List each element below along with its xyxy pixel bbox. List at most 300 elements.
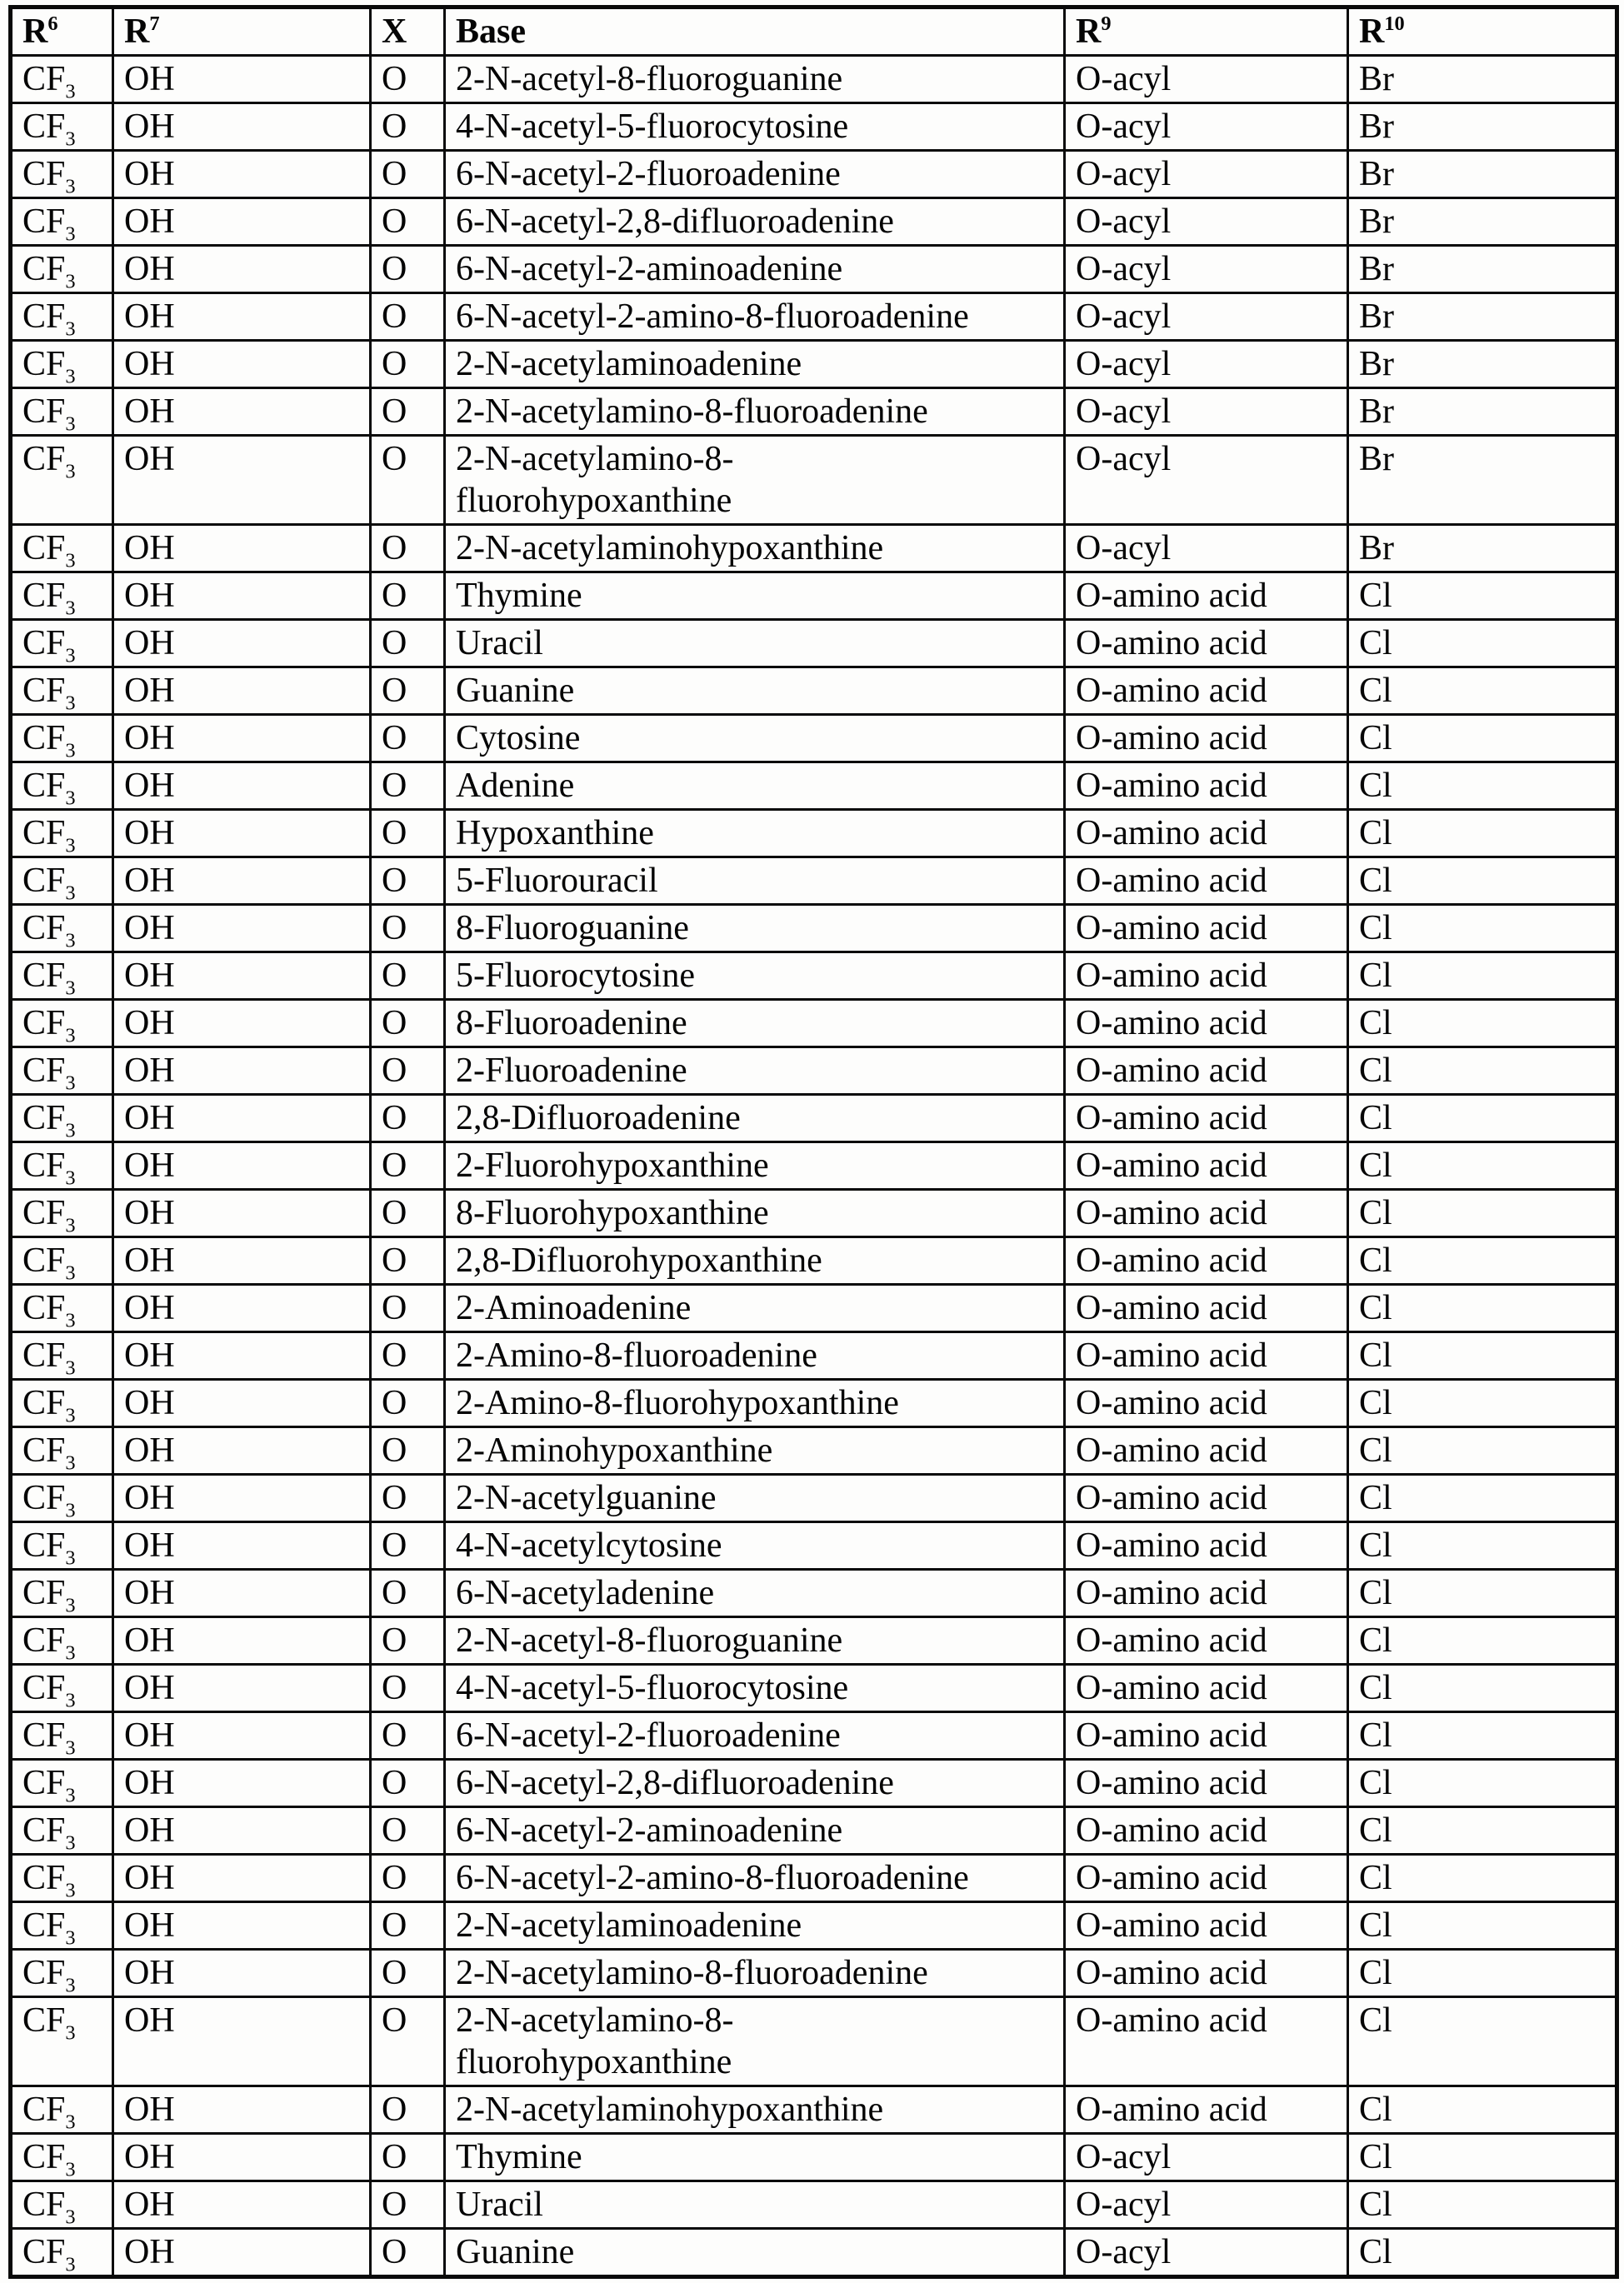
cell-base: 6-N-acetyl-2-amino-8-fluoroadenine [445, 1855, 1065, 1902]
cell-r9: O-acyl [1065, 198, 1348, 246]
cell-r9: O-amino acid [1065, 1000, 1348, 1047]
cell-r7: OH [113, 1237, 371, 1285]
cell-r10: Cl [1348, 1665, 1617, 1712]
cell-x: O [371, 1332, 445, 1380]
table-row [11, 857, 1617, 905]
cell-x: O [371, 1237, 445, 1285]
cell-r7: OH [113, 1047, 371, 1095]
cell-x: O [371, 1522, 445, 1570]
cell-r10: Cl [1348, 1285, 1617, 1332]
cell-base: Thymine [445, 572, 1065, 620]
table-row [11, 1427, 1617, 1475]
cell-r9: O-amino acid [1065, 715, 1348, 762]
cell-r9: O-amino acid [1065, 1047, 1348, 1095]
substituent-table [8, 5, 1619, 2279]
cell-x: O [371, 1950, 445, 1997]
table-row [11, 952, 1617, 1000]
cell-x: O [371, 151, 445, 198]
cell-base: 8-Fluoroguanine [445, 905, 1065, 952]
cell-base: 2-N-acetyl-8-fluoroguanine [445, 56, 1065, 103]
table-row [11, 2086, 1617, 2134]
cell-base: Uracil [445, 2181, 1065, 2229]
table-row [11, 2134, 1617, 2181]
cell-r7: OH [113, 1000, 371, 1047]
table-row [11, 715, 1617, 762]
cell-base: Guanine [445, 667, 1065, 715]
table-row [11, 103, 1617, 151]
cell-r7: OH [113, 762, 371, 810]
cell-r7: OH [113, 952, 371, 1000]
cell-r10: Br [1348, 293, 1617, 341]
table-row [11, 2181, 1617, 2229]
cell-r10: Cl [1348, 905, 1617, 952]
cell-r9: O-amino acid [1065, 1902, 1348, 1950]
cell-r10: Br [1348, 103, 1617, 151]
table-row [11, 620, 1617, 667]
cell-base: Thymine [445, 2134, 1065, 2181]
cell-r10: Cl [1348, 2181, 1617, 2229]
cell-r7: OH [113, 1427, 371, 1475]
cell-r6: $CF_3$ [11, 1712, 113, 1760]
column-header-r9 [1065, 7, 1348, 56]
cell-r10: Cl [1348, 762, 1617, 810]
cell-r7: OH [113, 572, 371, 620]
table-row [11, 198, 1617, 246]
table-header [11, 7, 1617, 56]
column-header-r6 [11, 7, 113, 56]
cell-x: O [371, 436, 445, 525]
cell-r9: O-amino acid [1065, 572, 1348, 620]
cell-r9: O-acyl [1065, 388, 1348, 436]
cell-r9: O-acyl [1065, 56, 1348, 103]
cell-r10: Br [1348, 246, 1617, 293]
cell-x: O [371, 572, 445, 620]
cell-r7: OH [113, 1142, 371, 1190]
cell-r7: OH [113, 2086, 371, 2134]
cell-r10: Br [1348, 525, 1617, 572]
cell-r10: Cl [1348, 1000, 1617, 1047]
cell-x: O [371, 1047, 445, 1095]
cell-r6: $CF_3$ [11, 388, 113, 436]
header-text: Base [456, 12, 526, 51]
cell-r9: O-amino acid [1065, 1522, 1348, 1570]
table-row [11, 1760, 1617, 1807]
cell-x: O [371, 1142, 445, 1190]
cell-base: 2-N-acetylaminohypoxanthine [445, 2086, 1065, 2134]
table-row [11, 1190, 1617, 1237]
cell-r10: Cl [1348, 1237, 1617, 1285]
column-header-r10 [1348, 7, 1617, 56]
cell-base: Guanine [445, 2229, 1065, 2277]
cell-base: 2-N-acetylamino-8- fluorohypoxanthine [445, 1997, 1065, 2086]
cell-x: O [371, 857, 445, 905]
header-row [11, 7, 1617, 56]
table-row [11, 1665, 1617, 1712]
cell-base: 6-N-acetyl-2-amino-8-fluoroadenine [445, 293, 1065, 341]
cell-r6: $CF_3$ [11, 1807, 113, 1855]
cell-x: O [371, 293, 445, 341]
cell-r7: OH [113, 341, 371, 388]
cell-r9: O-amino acid [1065, 2086, 1348, 2134]
cell-r7: OH [113, 1380, 371, 1427]
cell-base: 2-Amino-8-fluorohypoxanthine [445, 1380, 1065, 1427]
table-row [11, 1047, 1617, 1095]
cell-x: O [371, 715, 445, 762]
cell-r6: $CF_3$ [11, 1095, 113, 1142]
header-superscript: 9 [1101, 12, 1112, 35]
table-row [11, 667, 1617, 715]
cell-base: 6-N-acetyl-2-aminoadenine [445, 1807, 1065, 1855]
cell-r6: $CF_3$ [11, 341, 113, 388]
cell-r7: OH [113, 103, 371, 151]
cell-base: 8-Fluorohypoxanthine [445, 1190, 1065, 1237]
cell-r6: $CF_3$ [11, 1047, 113, 1095]
cell-r9: O-acyl [1065, 151, 1348, 198]
table-row [11, 246, 1617, 293]
cell-r10: Br [1348, 56, 1617, 103]
cell-x: O [371, 1902, 445, 1950]
cell-r6: $CF_3$ [11, 1142, 113, 1190]
cell-r9: O-amino acid [1065, 1760, 1348, 1807]
cell-base: 2-N-acetylguanine [445, 1475, 1065, 1522]
cell-x: O [371, 198, 445, 246]
cell-x: O [371, 1712, 445, 1760]
cell-base: 2-N-acetylaminohypoxanthine [445, 525, 1065, 572]
cell-r6: $CF_3$ [11, 905, 113, 952]
header-superscript: 7 [149, 12, 160, 35]
cell-base: Adenine [445, 762, 1065, 810]
cell-r10: Cl [1348, 1807, 1617, 1855]
cell-base: 2-N-acetylaminoadenine [445, 341, 1065, 388]
table-row [11, 525, 1617, 572]
table-row [11, 388, 1617, 436]
table-row [11, 1617, 1617, 1665]
cell-base: 2-Fluorohypoxanthine [445, 1142, 1065, 1190]
table-row [11, 1902, 1617, 1950]
cell-r9: O-acyl [1065, 2134, 1348, 2181]
cell-x: O [371, 2134, 445, 2181]
cell-x: O [371, 2086, 445, 2134]
cell-x: O [371, 1665, 445, 1712]
cell-base: Cytosine [445, 715, 1065, 762]
cell-base: 8-Fluoroadenine [445, 1000, 1065, 1047]
cell-r10: Br [1348, 388, 1617, 436]
cell-x: O [371, 667, 445, 715]
cell-r10: Br [1348, 436, 1617, 525]
cell-r6: $CF_3$ [11, 293, 113, 341]
cell-r7: OH [113, 198, 371, 246]
cell-r6: $CF_3$ [11, 715, 113, 762]
cell-base: Hypoxanthine [445, 810, 1065, 857]
cell-r6: $CF_3$ [11, 1760, 113, 1807]
table-row [11, 1285, 1617, 1332]
cell-r9: O-acyl [1065, 2181, 1348, 2229]
cell-x: O [371, 905, 445, 952]
cell-r9: O-amino acid [1065, 667, 1348, 715]
cell-r6: $CF_3$ [11, 810, 113, 857]
cell-r10: Cl [1348, 2229, 1617, 2277]
cell-base: 2-N-acetylamino-8-fluoroadenine [445, 1950, 1065, 1997]
cell-r10: Cl [1348, 1855, 1617, 1902]
cell-r7: OH [113, 1902, 371, 1950]
cell-r6: $CF_3$ [11, 620, 113, 667]
cell-r10: Cl [1348, 1902, 1617, 1950]
cell-r6: $CF_3$ [11, 1475, 113, 1522]
cell-base: Uracil [445, 620, 1065, 667]
cell-r6: $CF_3$ [11, 1000, 113, 1047]
cell-r6: $CF_3$ [11, 2086, 113, 2134]
cell-base: 2,8-Difluoroadenine [445, 1095, 1065, 1142]
cell-x: O [371, 762, 445, 810]
cell-x: O [371, 1617, 445, 1665]
cell-r7: OH [113, 246, 371, 293]
cell-r10: Cl [1348, 1617, 1617, 1665]
table-row [11, 341, 1617, 388]
cell-base: 4-N-acetylcytosine [445, 1522, 1065, 1570]
cell-r7: OH [113, 810, 371, 857]
cell-x: O [371, 1570, 445, 1617]
cell-r7: OH [113, 436, 371, 525]
cell-r7: OH [113, 905, 371, 952]
cell-r10: Cl [1348, 1190, 1617, 1237]
cell-base: 2,8-Difluorohypoxanthine [445, 1237, 1065, 1285]
column-header-base [445, 7, 1065, 56]
cell-x: O [371, 810, 445, 857]
cell-r7: OH [113, 1617, 371, 1665]
cell-base: 2-N-acetyl-8-fluoroguanine [445, 1617, 1065, 1665]
cell-r6: $CF_3$ [11, 151, 113, 198]
cell-r6: $CF_3$ [11, 246, 113, 293]
cell-r6: $CF_3$ [11, 1570, 113, 1617]
cell-r6: $CF_3$ [11, 1190, 113, 1237]
cell-base: 2-N-acetylamino-8-fluoroadenine [445, 388, 1065, 436]
cell-base: 6-N-acetyl-2,8-difluoroadenine [445, 1760, 1065, 1807]
cell-x: O [371, 1095, 445, 1142]
cell-r7: OH [113, 1997, 371, 2086]
cell-r10: Cl [1348, 1095, 1617, 1142]
cell-r9: O-amino acid [1065, 1712, 1348, 1760]
cell-r6: $CF_3$ [11, 1997, 113, 2086]
table-row [11, 905, 1617, 952]
cell-r10: Cl [1348, 857, 1617, 905]
cell-r6: $CF_3$ [11, 1237, 113, 1285]
cell-r9: O-amino acid [1065, 1855, 1348, 1902]
cell-r9: O-acyl [1065, 341, 1348, 388]
cell-r9: O-amino acid [1065, 1475, 1348, 1522]
cell-r6: $CF_3$ [11, 436, 113, 525]
cell-r10: Cl [1348, 2086, 1617, 2134]
cell-r7: OH [113, 1950, 371, 1997]
cell-r9: O-amino acid [1065, 1190, 1348, 1237]
cell-base: 6-N-acetyl-2-fluoroadenine [445, 151, 1065, 198]
cell-r10: Br [1348, 151, 1617, 198]
cell-r9: O-amino acid [1065, 1665, 1348, 1712]
cell-r6: $CF_3$ [11, 198, 113, 246]
header-text: R [22, 12, 48, 51]
cell-x: O [371, 56, 445, 103]
cell-r7: OH [113, 1190, 371, 1237]
cell-r10: Cl [1348, 1570, 1617, 1617]
cell-r7: OH [113, 1712, 371, 1760]
cell-x: O [371, 1000, 445, 1047]
cell-r9: O-amino acid [1065, 1617, 1348, 1665]
cell-r6: $CF_3$ [11, 2229, 113, 2277]
cell-base: 2-Amino-8-fluoroadenine [445, 1332, 1065, 1380]
cell-r9: O-amino acid [1065, 1285, 1348, 1332]
cell-r10: Cl [1348, 715, 1617, 762]
cell-r10: Cl [1348, 1142, 1617, 1190]
cell-r9: O-amino acid [1065, 1427, 1348, 1475]
cell-r9: O-acyl [1065, 436, 1348, 525]
cell-r10: Br [1348, 341, 1617, 388]
column-header-x [371, 7, 445, 56]
cell-r9: O-amino acid [1065, 1237, 1348, 1285]
table-row [11, 1570, 1617, 1617]
cell-r10: Cl [1348, 1380, 1617, 1427]
cell-r10: Cl [1348, 1522, 1617, 1570]
header-superscript: 6 [47, 12, 58, 35]
cell-x: O [371, 1427, 445, 1475]
cell-r6: $CF_3$ [11, 1902, 113, 1950]
cell-x: O [371, 1190, 445, 1237]
cell-x: O [371, 1380, 445, 1427]
cell-r7: OH [113, 1332, 371, 1380]
cell-r7: OH [113, 620, 371, 667]
cell-r6: $CF_3$ [11, 572, 113, 620]
cell-r9: O-acyl [1065, 525, 1348, 572]
table-row [11, 1095, 1617, 1142]
cell-x: O [371, 388, 445, 436]
cell-r7: OH [113, 2134, 371, 2181]
cell-r6: $CF_3$ [11, 762, 113, 810]
cell-r9: O-amino acid [1065, 1142, 1348, 1190]
table-row [11, 436, 1617, 525]
cell-r9: O-amino acid [1065, 1570, 1348, 1617]
cell-base: 6-N-acetyl-2-aminoadenine [445, 246, 1065, 293]
cell-r7: OH [113, 1285, 371, 1332]
table-row [11, 1855, 1617, 1902]
table-row [11, 1950, 1617, 1997]
cell-r6: $CF_3$ [11, 525, 113, 572]
table-row [11, 1332, 1617, 1380]
cell-base: 2-Aminohypoxanthine [445, 1427, 1065, 1475]
cell-r9: O-amino acid [1065, 857, 1348, 905]
cell-r6: $CF_3$ [11, 857, 113, 905]
cell-r9: O-amino acid [1065, 1997, 1348, 2086]
cell-r9: O-amino acid [1065, 1380, 1348, 1427]
cell-base: 6-N-acetyl-2,8-difluoroadenine [445, 198, 1065, 246]
table-row [11, 56, 1617, 103]
cell-r7: OH [113, 388, 371, 436]
cell-r10: Cl [1348, 1475, 1617, 1522]
cell-r7: OH [113, 1475, 371, 1522]
cell-r6: $CF_3$ [11, 1855, 113, 1902]
cell-x: O [371, 1855, 445, 1902]
cell-r6: $CF_3$ [11, 2134, 113, 2181]
cell-r9: O-amino acid [1065, 1807, 1348, 1855]
cell-r10: Cl [1348, 1427, 1617, 1475]
table-row [11, 1522, 1617, 1570]
cell-r7: OH [113, 1855, 371, 1902]
cell-x: O [371, 341, 445, 388]
cell-base: 5-Fluorocytosine [445, 952, 1065, 1000]
cell-base: 6-N-acetyl-2-fluoroadenine [445, 1712, 1065, 1760]
table-row [11, 2229, 1617, 2277]
cell-r7: OH [113, 2181, 371, 2229]
cell-r7: OH [113, 1570, 371, 1617]
header-text: R [1359, 12, 1385, 51]
cell-r7: OH [113, 2229, 371, 2277]
cell-r7: OH [113, 857, 371, 905]
cell-r6: $CF_3$ [11, 1427, 113, 1475]
cell-r7: OH [113, 293, 371, 341]
cell-r7: OH [113, 1760, 371, 1807]
cell-r6: $CF_3$ [11, 103, 113, 151]
cell-r9: O-amino acid [1065, 762, 1348, 810]
cell-r7: OH [113, 1807, 371, 1855]
cell-r6: $CF_3$ [11, 1285, 113, 1332]
header-text: R [1076, 12, 1102, 51]
cell-r10: Cl [1348, 1997, 1617, 2086]
cell-base: 2-N-acetylamino-8- fluorohypoxanthine [445, 436, 1065, 525]
cell-r10: Cl [1348, 1950, 1617, 1997]
table-row [11, 1380, 1617, 1427]
cell-r9: O-amino acid [1065, 1095, 1348, 1142]
cell-r6: $CF_3$ [11, 1522, 113, 1570]
cell-r7: OH [113, 1522, 371, 1570]
cell-r6: $CF_3$ [11, 2181, 113, 2229]
cell-r10: Cl [1348, 620, 1617, 667]
cell-r9: O-amino acid [1065, 952, 1348, 1000]
cell-r7: OH [113, 1665, 371, 1712]
table-row [11, 572, 1617, 620]
table-row [11, 1712, 1617, 1760]
cell-r10: Cl [1348, 667, 1617, 715]
cell-r6: $CF_3$ [11, 1950, 113, 1997]
cell-x: O [371, 1475, 445, 1522]
cell-r9: O-amino acid [1065, 810, 1348, 857]
cell-x: O [371, 2181, 445, 2229]
cell-r9: O-acyl [1065, 246, 1348, 293]
table-row [11, 1475, 1617, 1522]
cell-x: O [371, 1997, 445, 2086]
table-row [11, 1142, 1617, 1190]
cell-r6: $CF_3$ [11, 1380, 113, 1427]
table-row [11, 293, 1617, 341]
cell-r10: Cl [1348, 2134, 1617, 2181]
cell-base: 6-N-acetyladenine [445, 1570, 1065, 1617]
table-row [11, 1807, 1617, 1855]
cell-r7: OH [113, 1095, 371, 1142]
cell-r10: Cl [1348, 1712, 1617, 1760]
cell-r7: OH [113, 715, 371, 762]
cell-r6: $CF_3$ [11, 1617, 113, 1665]
cell-r10: Cl [1348, 952, 1617, 1000]
cell-x: O [371, 103, 445, 151]
cell-r10: Cl [1348, 572, 1617, 620]
cell-r10: Br [1348, 198, 1617, 246]
header-text: X [382, 12, 407, 51]
cell-r9: O-acyl [1065, 2229, 1348, 2277]
cell-x: O [371, 525, 445, 572]
cell-r9: O-acyl [1065, 103, 1348, 151]
cell-base: 2-Aminoadenine [445, 1285, 1065, 1332]
cell-base: 2-N-acetylaminoadenine [445, 1902, 1065, 1950]
cell-r10: Cl [1348, 1047, 1617, 1095]
cell-r7: OH [113, 151, 371, 198]
cell-r9: O-amino acid [1065, 620, 1348, 667]
table-body [11, 56, 1617, 2277]
